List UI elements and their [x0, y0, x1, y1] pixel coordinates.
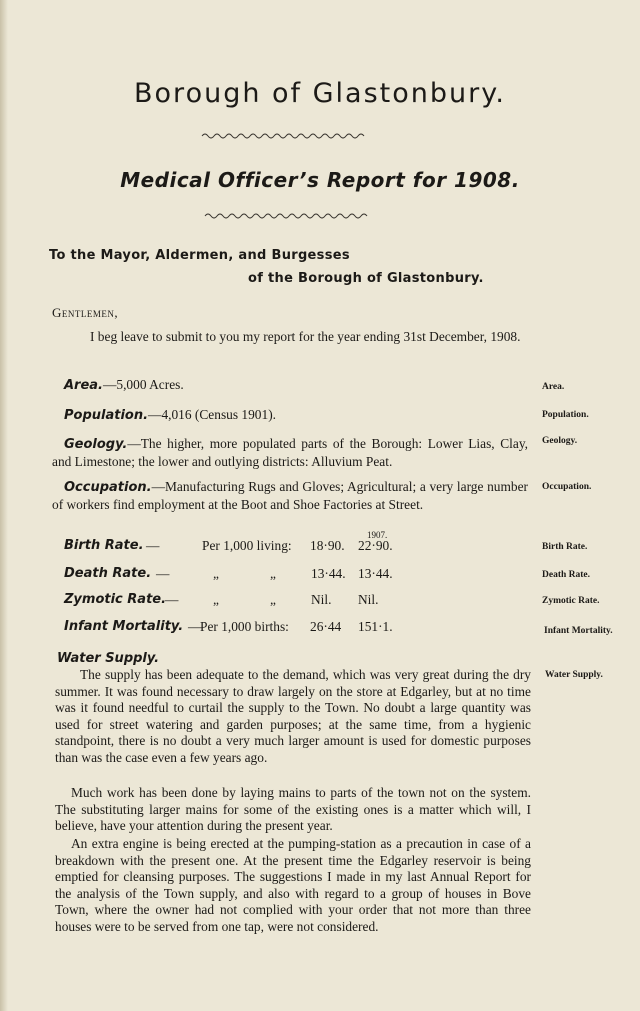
occupation-label: Occupation.: [64, 480, 152, 495]
margin-note-zymotic-rate: Zymotic Rate.: [542, 596, 600, 606]
page-title: Borough of Glastonbury.: [134, 78, 506, 109]
occupation-text: —Manufacturing Rugs and Gloves; Agricultural; a very large number of workers find employment at the Boot and Shoe Factories at Street.: [52, 479, 528, 512]
infant-mortality-basis: Per 1,000 births:: [200, 619, 289, 634]
death-rate-dash: —: [156, 566, 170, 581]
rate-row-birth: [64, 538, 534, 556]
margin-note-water-supply: Water Supply.: [545, 670, 603, 680]
rate-row-zymotic: [64, 592, 534, 610]
zymotic-rate-ditto-2: „: [270, 592, 276, 607]
birth-rate-dash: —: [146, 538, 160, 553]
water-paragraph-1: The supply has been adequate to the demand, which was very great during the dry summer. It was found necessary to draw largely on the store at Edgarley, but at no time was it found needful to curtail the supply to the Town. No doubt a large quantity was used for street watering and garden purposes; at the same time, from a hygienic standpoint, there is no doubt a very much larger amount is used for domestic purposes than was the case even a few years ago.: [55, 667, 531, 765]
area-text: —5,000 Acres.: [103, 377, 184, 392]
intro-text: I beg leave to submit to you my report for the year ending 31st December, 1908.: [90, 329, 521, 344]
zymotic-rate-ditto-1: „: [213, 592, 219, 607]
zymotic-rate-dash: —: [165, 592, 179, 607]
death-rate-1907: 13·44.: [358, 566, 393, 581]
ornament-divider-bottom: [203, 210, 373, 220]
population-entry: [64, 407, 276, 425]
population-text: —4,016 (Census 1901).: [148, 407, 276, 422]
death-rate-1908: 13·44.: [311, 566, 346, 581]
report-subtitle: Medical Officer’s Report for 1908.: [120, 168, 520, 192]
margin-note-geology: Geology.: [542, 436, 578, 446]
birth-rate-label: Birth Rate.: [64, 538, 144, 553]
margin-note-area: Area.: [542, 382, 565, 392]
address-line-2: of the Borough of Glastonbury.: [248, 271, 484, 286]
zymotic-rate-label: Zymotic Rate.: [64, 592, 167, 607]
infant-mortality-1908: 26·44: [310, 619, 342, 634]
salutation: Gentlemen,: [52, 305, 119, 320]
rate-row-death: [64, 566, 534, 584]
population-label: Population.: [64, 408, 149, 423]
margin-note-death-rate: Death Rate.: [542, 570, 591, 580]
water-supply-heading: Water Supply.: [57, 651, 160, 666]
geology-label: Geology.: [64, 437, 128, 452]
death-rate-label: Death Rate.: [64, 566, 152, 581]
occupation-entry: [52, 479, 528, 513]
intro-paragraph: [52, 329, 528, 346]
death-rate-ditto-2: „: [270, 566, 276, 581]
zymotic-rate-1908: Nil.: [311, 592, 332, 607]
geology-text: —The higher, more populated parts of the Borough: Lower Lias, Clay, and Limestone; the lower and outlying districts: Alluvium Peat.: [52, 436, 528, 469]
birth-rate-basis: Per 1,000 living:: [202, 538, 292, 553]
address-line-1: To the Mayor, Aldermen, and Burgesses: [49, 248, 350, 263]
water-paragraph-3: An extra engine is being erected at the pumping-station as a precaution in case of a breakdown with the present one. At the present time the Edgarley reservoir is being emptied for cleansing purposes. The suggestions I made in my last Annual Report for the analysis of the Town supply, and also with regard to a group of houses in Bove Town, where the owner had not complied with your order that not more than three houses were to be served from one tap, were not considered.: [55, 836, 531, 934]
margin-note-infant-mortality: Infant Mortality.: [544, 626, 613, 636]
zymotic-rate-1907: Nil.: [358, 592, 379, 607]
rate-row-infant-mortality: [64, 619, 534, 637]
infant-mortality-dash: —: [188, 619, 202, 634]
area-entry: [64, 377, 184, 395]
death-rate-ditto-1: „: [213, 566, 219, 581]
margin-note-population: Population.: [542, 410, 589, 420]
margin-note-birth-rate: Birth Rate.: [542, 542, 588, 552]
birth-rate-1907: 22·90.: [358, 538, 393, 553]
rates-year-header: 1907.: [367, 530, 388, 540]
birth-rate-1908: 18·90.: [310, 538, 345, 553]
margin-note-occupation: Occupation.: [542, 482, 592, 492]
page-spine-shadow: [0, 0, 8, 1011]
infant-mortality-1907: 151·1.: [358, 619, 393, 634]
ornament-divider-top: [200, 130, 370, 140]
water-paragraph-2: Much work has been done by laying mains to parts of the town not on the system. The substituting larger mains for some of the existing ones is a matter which will, I believe, have your attention during the present year.: [55, 785, 531, 834]
area-label: Area.: [64, 378, 103, 393]
infant-mortality-label: Infant Mortality.: [64, 619, 184, 634]
geology-entry: [52, 436, 528, 470]
